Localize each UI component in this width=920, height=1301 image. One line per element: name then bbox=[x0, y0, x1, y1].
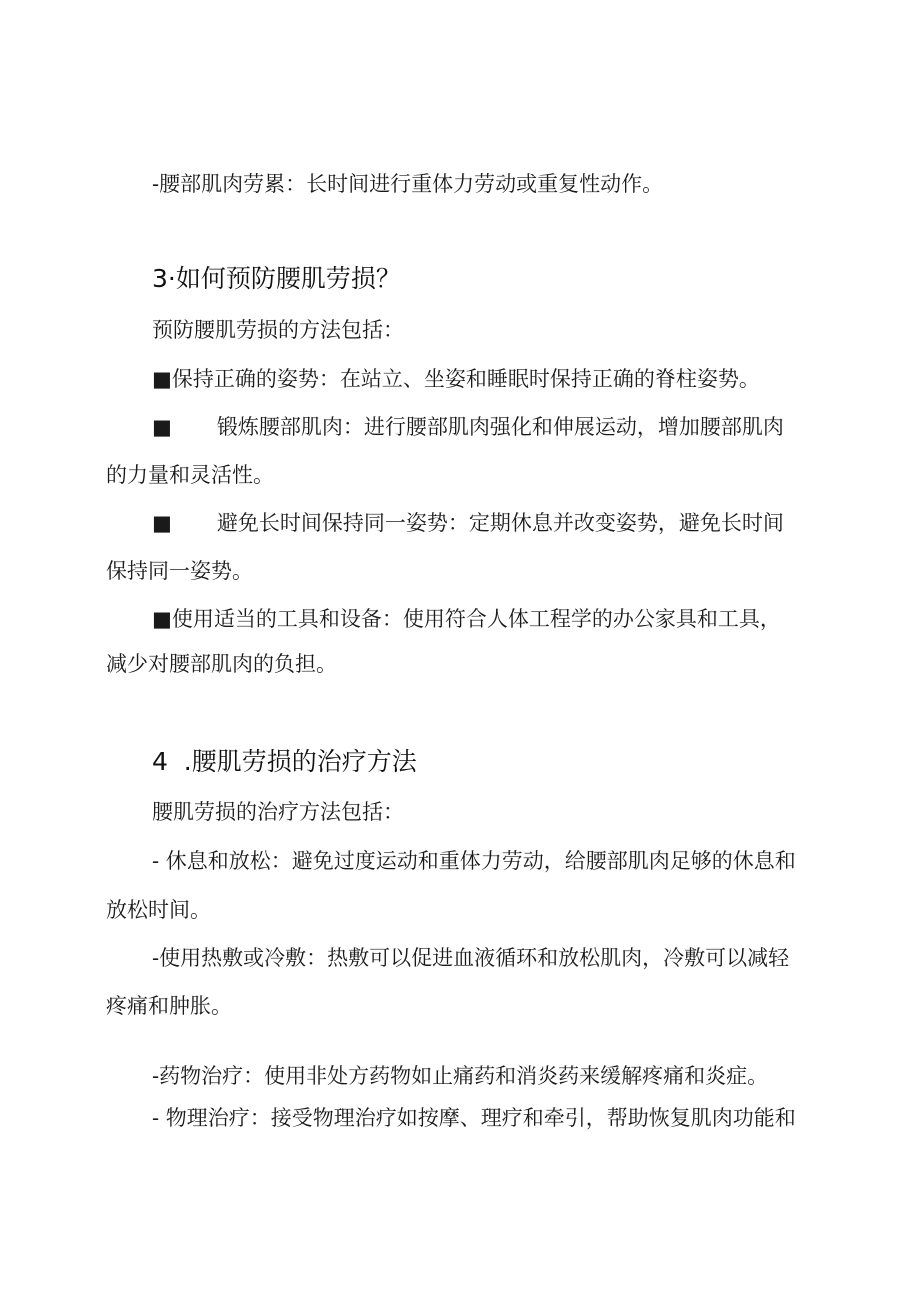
list-item-avoid-same-posture bbox=[152, 509, 784, 537]
list-item-back-muscle-strain: -腰部肌肉劳累：长时间进行重体力劳动或重复性动作。 bbox=[152, 172, 664, 196]
list-item-continuation: 放松时间。 bbox=[106, 898, 211, 922]
list-item-medication: -药物治疗：使用非处方药物如止痛药和消炎药来缓解疼痛和炎症。 bbox=[152, 1064, 769, 1088]
list-item-continuation: 疼痛和肿胀。 bbox=[106, 994, 232, 1018]
section-intro-treatment: 腰肌劳损的治疗方法包括： bbox=[152, 800, 404, 824]
list-item-continuation: 保持同一姿势。 bbox=[106, 559, 253, 583]
list-item-continuation: 减少对腰部肌肉的负担。 bbox=[106, 652, 337, 676]
list-item-text: 避免长时间保持同一姿势：定期休息并改变姿势，避免长时间 bbox=[216, 511, 784, 535]
list-item-physical-therapy: - 物理治疗：接受物理治疗如按摩、理疗和牵引，帮助恢复肌肉功能和 bbox=[152, 1106, 796, 1130]
list-item-text: 使用适当的工具和设备：使用符合人体工程学的办公家具和工具， bbox=[171, 607, 781, 631]
list-item-rest-relax: - 休息和放松：避免过度运动和重体力劳动，给腰部肌肉足够的休息和 bbox=[152, 849, 796, 873]
section-heading-treatment: 4 .腰肌劳损的治疗方法 bbox=[152, 747, 417, 776]
list-item-exercise-muscles bbox=[152, 413, 784, 441]
list-item-proper-tools bbox=[152, 605, 781, 633]
section-heading-prevention: 3·如何预防腰肌劳损？ bbox=[152, 264, 401, 293]
list-item-continuation: 的力量和灵活性。 bbox=[106, 463, 274, 487]
square-bullet-icon: ■ bbox=[152, 415, 172, 439]
section-intro-prevention: 预防腰肌劳损的方法包括： bbox=[152, 318, 404, 342]
list-item-text: 锻炼腰部肌肉：进行腰部肌肉强化和伸展运动，增加腰部肌肉 bbox=[216, 415, 784, 439]
square-bullet-icon: ■ bbox=[152, 607, 172, 631]
list-item-correct-posture bbox=[152, 365, 760, 393]
list-item-hot-cold-compress: -使用热敷或冷敷：热敷可以促进血液循环和放松肌肉，冷敷可以减轻 bbox=[152, 946, 790, 970]
square-bullet-icon: ■ bbox=[152, 511, 172, 535]
list-item-text: 保持正确的姿势：在站立、坐姿和睡眠时保持正确的脊柱姿势。 bbox=[171, 367, 760, 391]
square-bullet-icon: ■ bbox=[152, 367, 172, 391]
